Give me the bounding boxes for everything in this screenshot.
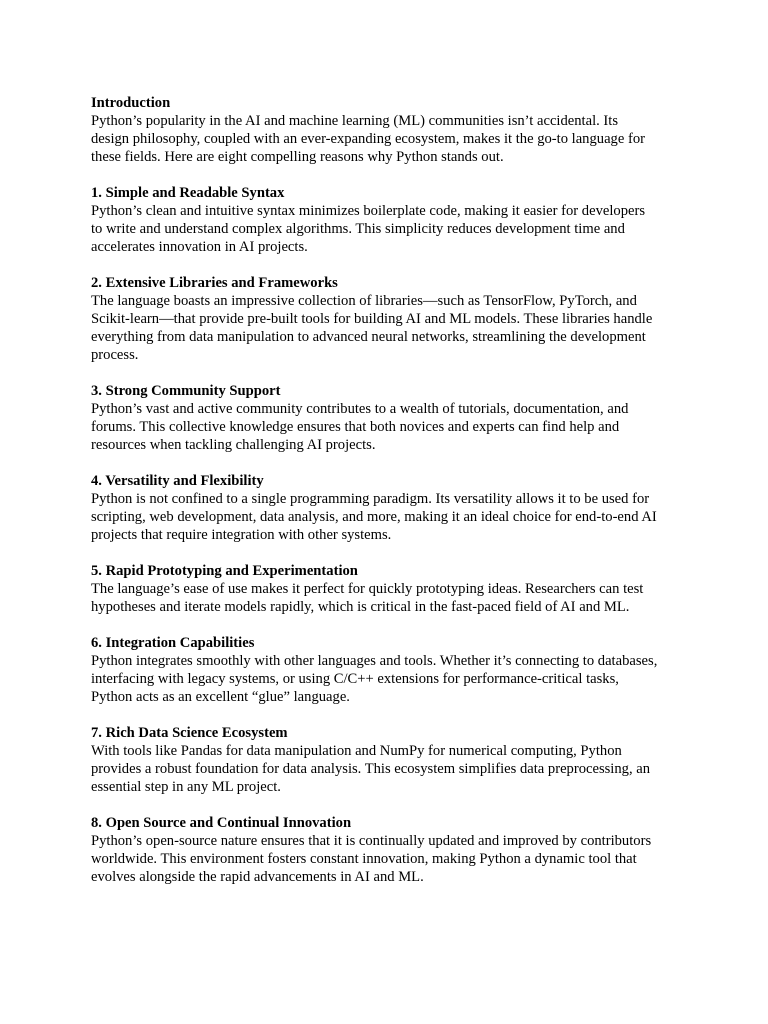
paragraph-line: hypotheses and iterate models rapidly, which is critical in the fast-paced field of AI and ML. xyxy=(91,599,630,615)
section-heading: Introduction xyxy=(91,95,171,111)
paragraph-line: design philosophy, coupled with an ever-expanding ecosystem, makes it the go-to language for xyxy=(91,131,645,147)
paragraph-line: these fields. Here are eight compelling reasons why Python stands out. xyxy=(91,149,504,165)
paragraph-line: resources when tackling challenging AI projects. xyxy=(91,437,376,453)
section-paragraph xyxy=(91,652,691,706)
section-paragraph xyxy=(91,490,691,544)
section-paragraph xyxy=(91,292,691,364)
document-section xyxy=(91,274,691,364)
paragraph-line: Python’s popularity in the AI and machine learning (ML) communities isn’t accidental. Its xyxy=(91,113,619,129)
document-section xyxy=(91,724,691,796)
paragraph-line: The language boasts an impressive collection of libraries—such as TensorFlow, PyTorch, and xyxy=(91,293,637,309)
section-heading: 3. Strong Community Support xyxy=(91,383,281,399)
document-section xyxy=(91,382,691,454)
paragraph-line: The language’s ease of use makes it perfect for quickly prototyping ideas. Researchers can test xyxy=(91,581,644,597)
section-heading: 8. Open Source and Continual Innovation xyxy=(91,815,352,831)
section-heading: 6. Integration Capabilities xyxy=(91,635,255,651)
paragraph-line: Scikit-learn—that provide pre-built tools for building AI and ML models. These libraries handle xyxy=(91,311,653,327)
document-page xyxy=(91,94,691,904)
section-paragraph xyxy=(91,580,691,616)
section-paragraph xyxy=(91,202,691,256)
document-section xyxy=(91,814,691,886)
document-section xyxy=(91,634,691,706)
paragraph-line: process. xyxy=(91,347,139,363)
paragraph-line: to write and understand complex algorithms. This simplicity reduces development time and xyxy=(91,221,625,237)
paragraph-line: interfacing with legacy systems, or using C/C++ extensions for performance-critical tasks, xyxy=(91,671,619,687)
document-section xyxy=(91,562,691,616)
document-section xyxy=(91,184,691,256)
document-section xyxy=(91,94,691,166)
paragraph-line: scripting, web development, data analysis, and more, making it an ideal choice for end-to-end AI xyxy=(91,509,657,525)
paragraph-line: projects that require integration with other systems. xyxy=(91,527,392,543)
section-heading: 5. Rapid Prototyping and Experimentation xyxy=(91,563,358,579)
document-section xyxy=(91,472,691,544)
paragraph-line: worldwide. This environment fosters constant innovation, making Python a dynamic tool that xyxy=(91,851,637,867)
section-heading: 4. Versatility and Flexibility xyxy=(91,473,264,489)
paragraph-line: evolves alongside the rapid advancements in AI and ML. xyxy=(91,869,424,885)
paragraph-line: Python’s vast and active community contributes to a wealth of tutorials, documentation, and xyxy=(91,401,629,417)
paragraph-line: everything from data manipulation to advanced neural networks, streamlining the development xyxy=(91,329,646,345)
paragraph-line: accelerates innovation in AI projects. xyxy=(91,239,308,255)
paragraph-line: essential step in any ML project. xyxy=(91,779,281,795)
section-heading: 7. Rich Data Science Ecosystem xyxy=(91,725,288,741)
section-heading: 1. Simple and Readable Syntax xyxy=(91,185,285,201)
section-paragraph xyxy=(91,400,691,454)
paragraph-line: Python acts as an excellent “glue” language. xyxy=(91,689,350,705)
section-paragraph xyxy=(91,112,691,166)
paragraph-line: forums. This collective knowledge ensures that both novices and experts can find help and xyxy=(91,419,620,435)
paragraph-line: Python integrates smoothly with other languages and tools. Whether it’s connecting to databases, xyxy=(91,653,658,669)
paragraph-line: Python’s open-source nature ensures that it is continually updated and improved by contributors xyxy=(91,833,652,849)
paragraph-line: provides a robust foundation for data analysis. This ecosystem simplifies data preprocessing, an xyxy=(91,761,651,777)
section-heading: 2. Extensive Libraries and Frameworks xyxy=(91,275,338,291)
section-paragraph xyxy=(91,832,691,886)
paragraph-line: Python is not confined to a single programming paradigm. Its versatility allows it to be used for xyxy=(91,491,650,507)
paragraph-line: Python’s clean and intuitive syntax minimizes boilerplate code, making it easier for developers xyxy=(91,203,646,219)
section-paragraph xyxy=(91,742,691,796)
paragraph-line: With tools like Pandas for data manipulation and NumPy for numerical computing, Python xyxy=(91,743,622,759)
